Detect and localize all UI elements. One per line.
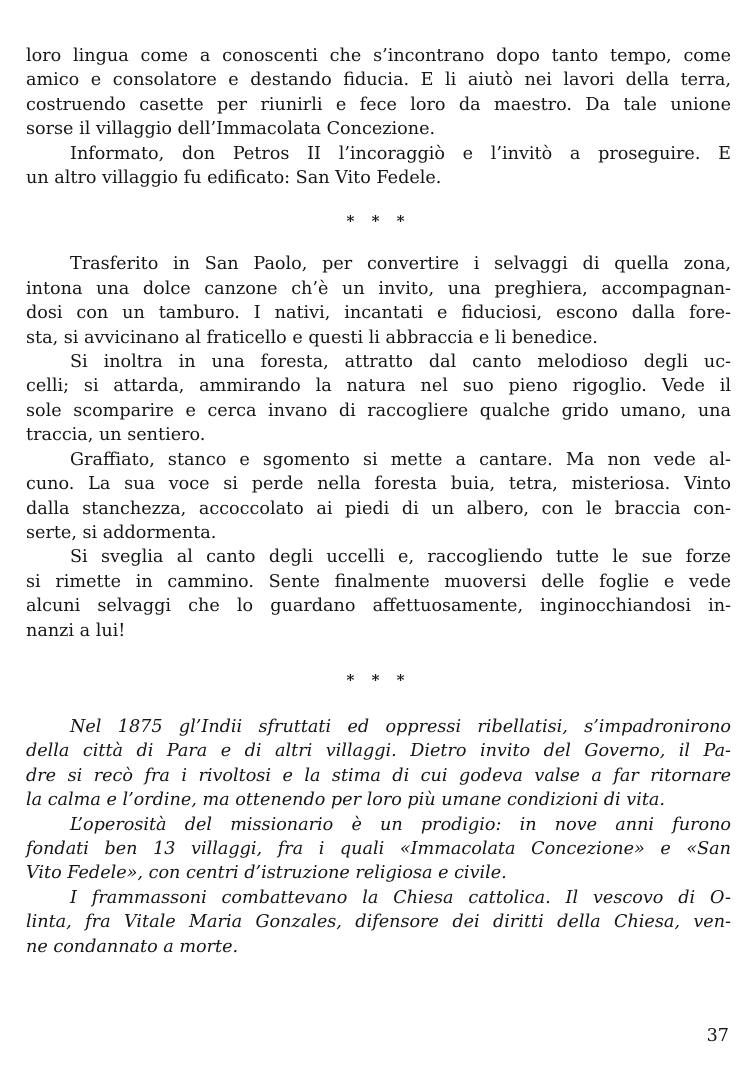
text-line: si rimette in cammino. Sente finalmente muoversi delle foglie e vede <box>26 571 731 592</box>
paragraph-3-1 <box>26 715 731 813</box>
text-line: I frammassoni combattevano la Chiesa cattolica. Il vescovo di O- <box>70 887 731 908</box>
section-3 <box>26 715 731 959</box>
text-line: sole scomparire e cerca invano di raccogliere qualche grido umano, una <box>26 400 731 421</box>
paragraph-3-2 <box>26 813 731 886</box>
text-line: Si inoltra in una foresta, attratto dal canto melodioso degli uc- <box>70 352 731 373</box>
section-separator-2: * * * <box>346 670 411 689</box>
paragraph-2-3 <box>26 448 731 546</box>
text-line: dalla stanchezza, accoccolato ai piedi di un albero, con le braccia con- <box>26 498 731 519</box>
text-line: fondati ben 13 villaggi, fra i quali «Immacolata Concezione» e «San <box>26 838 731 859</box>
text-line: linta, fra Vitale Maria Gonzales, difensore dei diritti della Chiesa, ven- <box>26 912 731 933</box>
text-line: la calma e l’ordine, ma ottenendo per loro più umane condizioni di vita. <box>26 790 665 811</box>
text-line: intona una dolce canzone ch’è un invito, una preghiera, accompagnan- <box>26 278 731 299</box>
text-line: sta, si avvicinano al fraticello e questi li abbraccia e li benedice. <box>26 327 598 348</box>
text-line: amico e consolatore e destando fiducia. E li aiutò nei lavori della terra, <box>26 70 731 91</box>
text-line: traccia, un sentiero. <box>26 425 206 446</box>
text-line: della città di Para e di altri villaggi. Dietro invito del Governo, il Pa- <box>26 741 731 762</box>
text-line: dre si recò fra i rivoltosi e la stima di cui godeva valse a far ritornare <box>26 765 731 786</box>
text-line: L’operosità del missionario è un prodigio: in nove anni furono <box>70 814 731 835</box>
text-line: sorse il villaggio dell’Immacolata Concezione. <box>26 119 436 140</box>
paragraph-1-1 <box>26 44 731 142</box>
section-1 <box>26 44 731 190</box>
text-line: Vito Fedele», con centri d’istruzione religiosa e civile. <box>26 863 507 884</box>
text-line: serte, si addormenta. <box>26 522 217 543</box>
text-line: cuno. La sua voce si perde nella foresta buia, tetra, misteriosa. Vinto <box>26 474 731 495</box>
paragraph-2-1 <box>26 252 731 350</box>
text-line: Si sveglia al canto degli uccelli e, raccogliendo tutte le sue forze <box>70 547 731 568</box>
text-line: celli; si attarda, ammirando la natura nel suo pieno rigoglio. Vede il <box>26 376 731 397</box>
text-line: alcuni selvaggi che lo guardano affettuosamente, inginocchiandosi in- <box>26 596 731 617</box>
text-line: nanzi a lui! <box>26 620 126 641</box>
paragraph-2-2 <box>26 350 731 448</box>
paragraph-3-3 <box>26 886 731 959</box>
text-line: Trasferito in San Paolo, per convertire i selvaggi di quella zona, <box>70 254 731 275</box>
text-line: Nel 1875 gl’Indii sfruttati ed oppressi ribellatisi, s’impadronirono <box>70 716 731 737</box>
paragraph-2-4 <box>26 545 731 643</box>
text-line: Graffiato, stanco e sgomento si mette a cantare. Ma non vede al- <box>70 449 731 470</box>
text-line: costruendo casette per riunirli e fece loro da maestro. Da tale unione <box>26 94 731 115</box>
text-line: Informato, don Petros II l’incoraggiò e l’invitò a proseguire. E <box>70 143 731 164</box>
section-separator-1: * * * <box>346 212 411 231</box>
page-number: 37 <box>706 1026 729 1046</box>
section-2 <box>26 252 731 643</box>
text-line: dosi con un tamburo. I nativi, incantati e fiduciosi, escono dalla fore- <box>26 303 731 324</box>
text-line: un altro villaggio fu edificato: San Vito Fedele. <box>26 168 442 189</box>
text-line: ne condannato a morte. <box>26 936 239 957</box>
paragraph-1-2 <box>26 142 731 191</box>
text-line: loro lingua come a conoscenti che s’incontrano dopo tanto tempo, come <box>26 46 731 66</box>
